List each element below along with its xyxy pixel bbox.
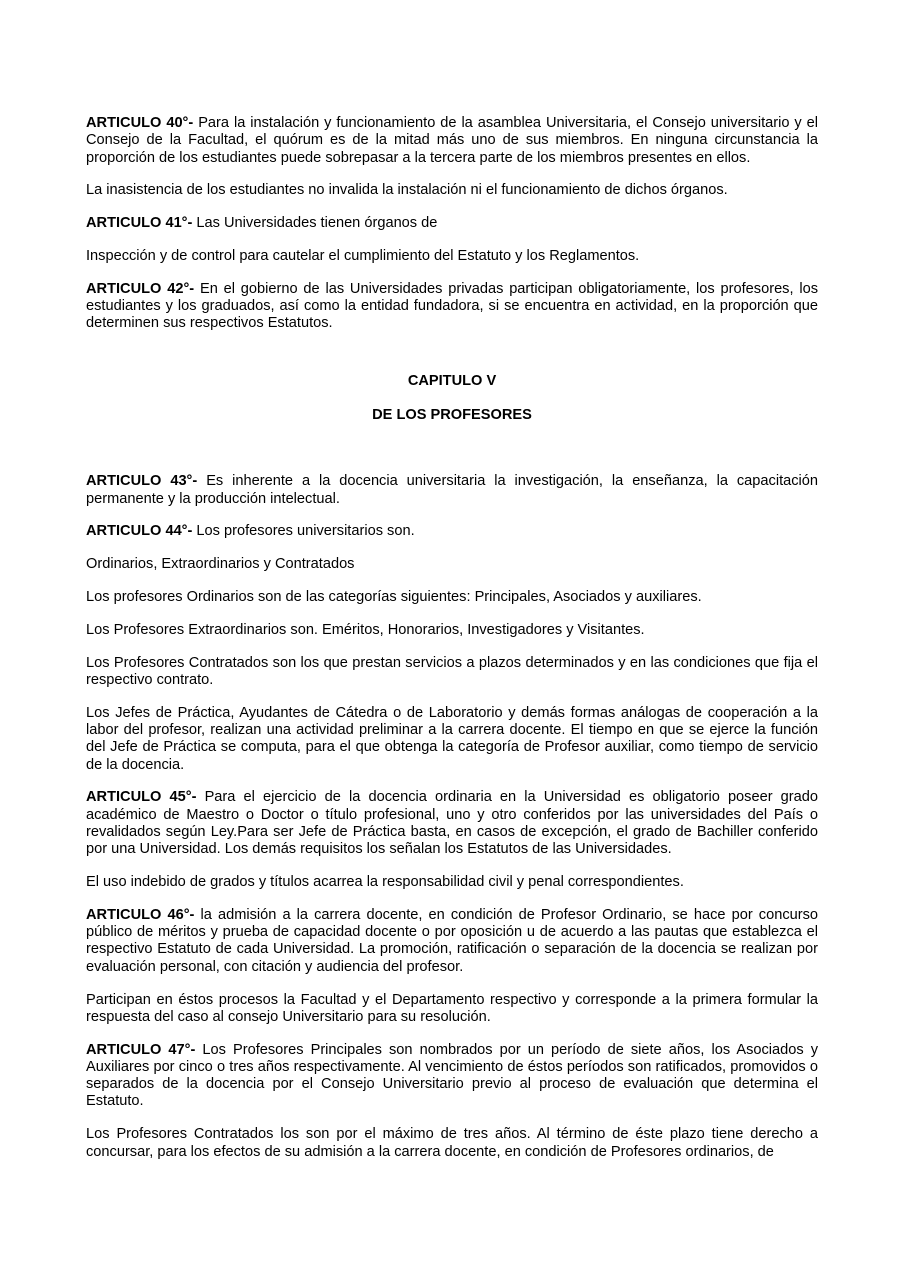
article-label: ARTICULO 47°- — [86, 1041, 196, 1058]
article-label: ARTICULO 42°- — [86, 280, 195, 297]
paragraph-text: Para la instalación y funcionamiento de la asamblea Universitaria, el Consejo universitario y el Consejo de la Facultad, el quórum es de la mitad más uno de sus miembros. En ninguna circunstancia la proporción de los estudiantes puede sobrepasar a la tercera parte de los miembros presentes en ellos. — [86, 115, 818, 166]
articles-section-2 — [86, 473, 818, 1161]
document-page — [86, 115, 818, 1176]
body-paragraph — [86, 589, 818, 606]
paragraph-text: Participan en éstos procesos la Facultad y el Departamento respectivo y corresponde a la primera formular la respuesta del caso al consejo Universitario para su resolución. — [86, 991, 818, 1025]
body-paragraph — [86, 655, 818, 690]
paragraph-text: La inasistencia de los estudiantes no invalida la instalación ni el funcionamiento de dichos órganos. — [86, 182, 728, 199]
body-paragraph — [86, 622, 818, 639]
article-paragraph — [86, 789, 818, 858]
paragraph-text: Los profesores Ordinarios son de las categorías siguientes: Principales, Asociados y auxiliares. — [86, 588, 702, 605]
chapter-title: CAPITULO V — [407, 372, 497, 389]
paragraph-text: Es inherente a la docencia universitaria la investigación, la enseñanza, la capacitación permanente y la producción intelectual. — [86, 473, 819, 507]
paragraph-text: En el gobierno de las Universidades privadas participan obligatoriamente, los profesores, los estudiantes y los graduados, así como la entidad fundadora, si se encuentra en actividad, en la proporción que determinen sus respectivos Estatutos. — [86, 280, 819, 332]
article-paragraph — [86, 115, 818, 167]
paragraph-text: Los Jefes de Práctica, Ayudantes de Cátedra o de Laboratorio y demás formas análogas de cooperación a la labor del profesor, realizan una actividad preliminar a la carrera docente. El tiempo en que se ejerce la función del Jefe de Práctica se computa, para el que obtenga la categoría de Profesor auxiliar, como tiempo de servicio de la docencia. — [86, 704, 818, 773]
body-paragraph — [86, 1126, 818, 1161]
paragraph-text: Para el ejercicio de la docencia ordinaria en la Universidad es obligatorio poseer grado académico de Maestro o Doctor o título profesional, uno y otro conferidos por las universidades del País o revalidados según Ley.Para ser Jefe de Práctica basta, en casos de excepción, el grado de Bachiller conferido por una Universidad. Los demás requisitos los señalan los Estatutos de las Universidades. — [86, 789, 819, 858]
paragraph-text: Las Universidades tienen órganos de — [192, 215, 438, 232]
body-paragraph — [86, 992, 818, 1027]
paragraph-text: la admisión a la carrera docente, en condición de Profesor Ordinario, se hace por concurso público de méritos y prueba de capacidad docente o por oposición u de acuerdo a las pautas que establezca el respectivo Estatuto de cada Universidad. La promoción, ratificación o separación de la docencia se realizan por evaluación personal, con citación y audiencia del profesor. — [86, 906, 819, 975]
article-label: ARTICULO 41°- — [86, 215, 193, 232]
paragraph-text: Los profesores universitarios son. — [192, 523, 415, 540]
body-paragraph — [86, 705, 818, 774]
article-paragraph — [86, 907, 818, 976]
article-paragraph — [86, 523, 818, 540]
body-paragraph — [86, 182, 818, 199]
body-paragraph — [86, 556, 818, 573]
paragraph-text: Los Profesores Contratados los son por el máximo de tres años. Al término de éste plazo tiene derecho a concursar, para los efectos de su admisión a la carrera docente, en condición de Profesores ordinarios, de — [86, 1126, 818, 1160]
paragraph-text: Ordinarios, Extraordinarios y Contratados — [86, 556, 355, 573]
paragraph-text: Los Profesores Principales son nombrados por un período de siete años, los Asociados y Auxiliares por cinco o tres años respectivamente. Al vencimiento de éstos períodos son ratificados, promovidos o separados de la docencia por el Consejo Universitario previo al proceso de evaluación que determina el Estatuto. — [86, 1041, 819, 1110]
body-paragraph — [86, 874, 818, 891]
paragraph-text: Los Profesores Extraordinarios son. Eméritos, Honorarios, Investigadores y Visitantes. — [86, 621, 645, 638]
article-label: ARTICULO 46°- — [86, 906, 195, 923]
article-paragraph — [86, 215, 818, 232]
article-paragraph — [86, 1042, 818, 1111]
chapter-subtitle: DE LOS PROFESORES — [372, 406, 532, 423]
article-label: ARTICULO 43°- — [86, 473, 198, 490]
articles-section-1 — [86, 115, 818, 333]
body-paragraph — [86, 248, 818, 265]
article-label: ARTICULO 44°- — [86, 523, 193, 540]
paragraph-text: Los Profesores Contratados son los que prestan servicios a plazos determinados y en las condiciones que fija el respectivo contrato. — [86, 654, 818, 688]
article-paragraph — [86, 281, 818, 333]
article-label: ARTICULO 40°- — [86, 115, 194, 131]
article-label: ARTICULO 45°- — [86, 789, 197, 806]
paragraph-text: El uso indebido de grados y títulos acarrea la responsabilidad civil y penal correspondientes. — [86, 874, 684, 891]
article-paragraph — [86, 473, 818, 508]
paragraph-text: Inspección y de control para cautelar el cumplimiento del Estatuto y los Reglamentos. — [86, 247, 640, 264]
